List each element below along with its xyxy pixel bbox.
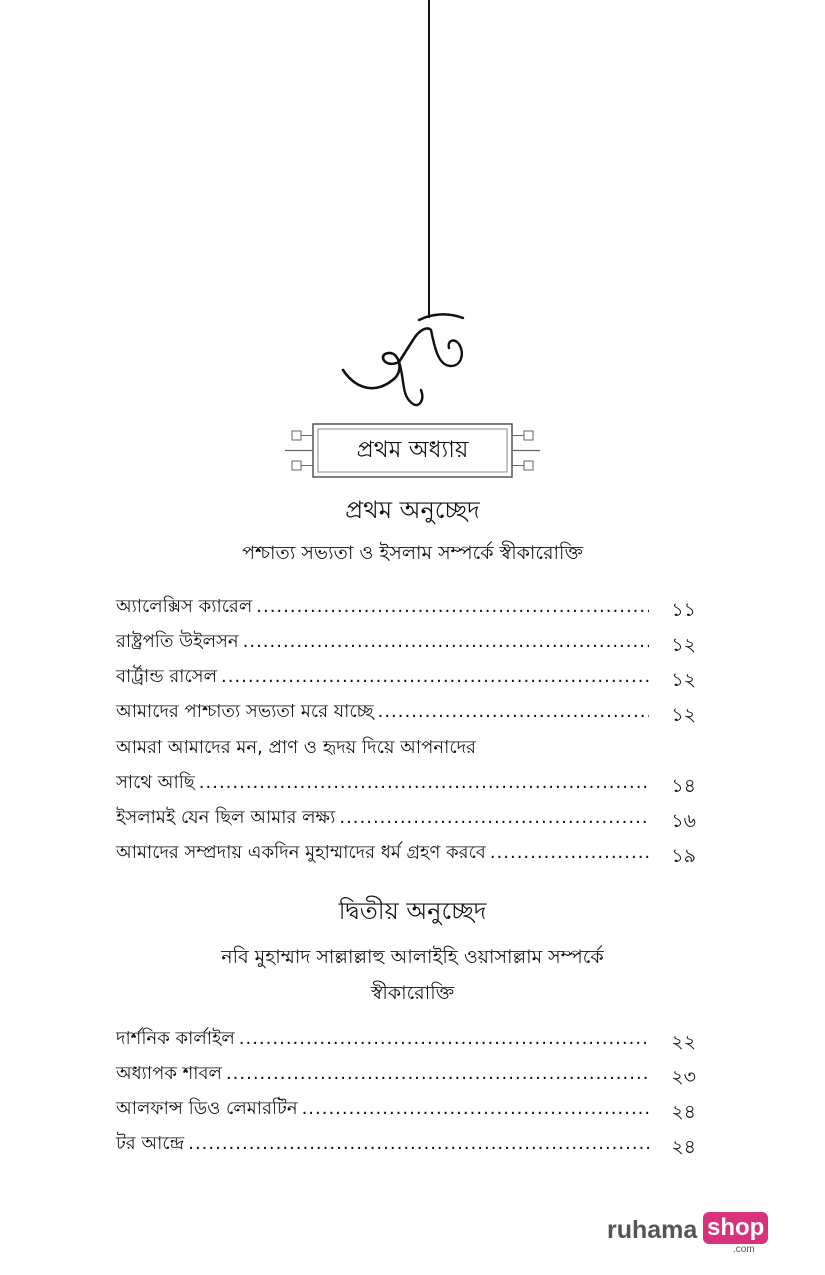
toc-page-number: ১২ [671,704,696,726]
brand-logo [607,1210,777,1260]
toc-page-number: ১৪ [671,775,696,797]
toc-entry-label: দার্শনিক কার্লাইল [116,1028,235,1049]
leader-dots [243,631,649,652]
toc-entry-label-line1[interactable]: আমরা আমাদের মন, প্রাণ ও হৃদয় দিয়ে আপনাদের [116,737,476,758]
toc-entry[interactable] [116,764,696,798]
toc-entry-label: আলফান্স ডিও লেমারটিন [116,1098,298,1119]
leader-dots [199,772,649,793]
section-subtitle-2-line2: স্বীকারোক্তি [370,982,455,1004]
leader-dots [256,596,649,617]
toc-entry[interactable] [116,658,696,692]
leader-dots [188,1133,649,1154]
toc-entry-label: রাষ্ট্রপতি উইলসন [116,631,239,652]
leader-dots [239,1028,649,1049]
toc-entry-label: অধ্যাপক শাবল [116,1063,222,1084]
leader-dots [302,1098,649,1119]
leader-dots [339,807,649,828]
toc-entry[interactable] [116,693,696,727]
brand-name: ruhama [607,1216,698,1244]
toc-page-number: ২৪ [671,1136,696,1158]
leader-dots [221,666,649,687]
toc-entry[interactable] [116,834,696,868]
toc-entry[interactable] [116,1055,696,1089]
toc-page-number: ২২ [671,1031,696,1053]
toc-page-number: ২৪ [671,1101,696,1123]
chapter-frame [285,423,540,478]
toc-entry-label: ইসলামই যেন ছিল আমার লক্ষ্য [116,807,336,828]
leader-dots [378,701,649,722]
leader-dots [490,842,649,863]
toc-page-number: ২৩ [671,1066,696,1088]
brand-domain: .com [733,1244,755,1255]
toc-entry[interactable] [116,799,696,833]
toc-entry-label: সাথে আছি [116,772,195,793]
hanging-line [428,0,430,318]
toc-entry-label: অ্যালেক্সিস ক্যারেল [116,596,253,617]
section-heading-2: দ্বিতীয় অনুচ্ছেদ [338,897,487,925]
toc-entry-label: বার্ট্রান্ড রাসেল [116,666,217,687]
brand-shop-badge: shop [703,1212,768,1244]
section-heading-1: প্রথম অনুচ্ছেদ [345,496,480,524]
toc-entry-label: আমাদের সম্প্রদায় একদিন মুহাম্মাদের ধর্ম গ্রহণ করবে [116,842,486,863]
toc-entry-label: আমাদের পাশ্চাত্য সভ্যতা মরে যাচ্ছে [116,701,374,722]
leader-dots [226,1063,649,1084]
toc-page-number: ১৯ [671,845,696,867]
toc-page-number: ১২ [671,634,696,656]
toc-entry[interactable] [116,588,696,622]
title-calligraphy [335,300,475,410]
toc-page-number: ১২ [671,669,696,691]
section-subtitle-2-line1: নবি মুহাম্মাদ সাল্লাল্লাহু আলাইহি ওয়াসাল্লাম সম্পর্কে [221,946,604,968]
toc-entry[interactable] [116,1020,696,1054]
section-subtitle-1: পশ্চাত্য সভ্যতা ও ইসলাম সম্পর্কে স্বীকারোক্তি [242,542,583,564]
toc-entry-label: টর আন্দ্রে [116,1133,185,1154]
toc-entry[interactable] [116,623,696,657]
toc-page-number: ১৬ [671,810,696,832]
toc-entry[interactable] [116,1090,696,1124]
chapter-title: প্রথম অধ্যায় [356,437,469,463]
toc-page-number: ১১ [671,599,696,621]
toc-entry[interactable] [116,1125,696,1159]
